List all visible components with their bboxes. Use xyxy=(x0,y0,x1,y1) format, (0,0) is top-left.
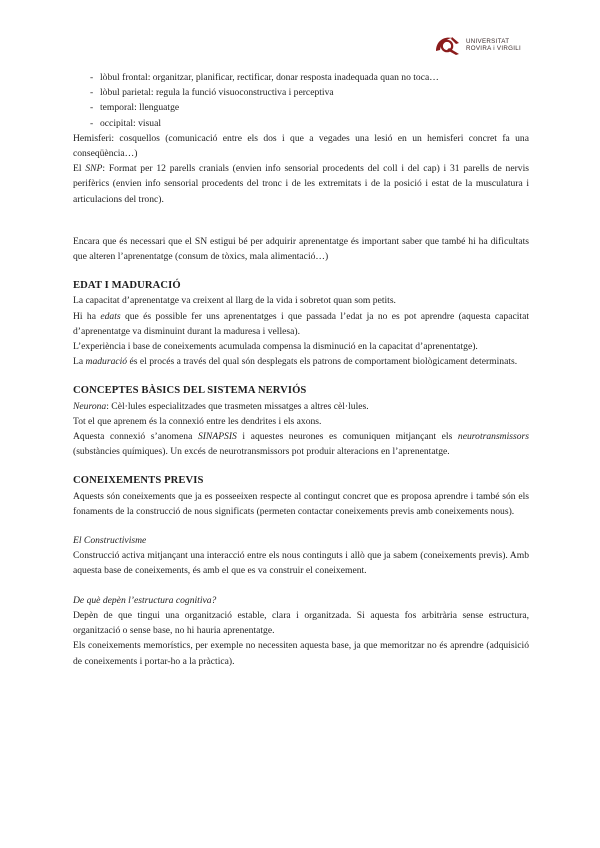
heading-edat: EDAT I MADURACIÓ xyxy=(73,280,181,292)
paragraph-encara: Encara que és necessari que el SN estigui bé per adquirir aprenentatge és important saber que també hi ha dificultats que alteren l’aprenentatge (consum de tòxics, mala alimentació…) xyxy=(73,235,529,263)
list-item: - lòbul frontal: organitzar, planificar, rectificar, donar resposta inadequada quan no toca… xyxy=(73,70,529,85)
paragraph-hemisferi: Hemisferi: cosquellos (comunicació entre els dos i que a vegades una lesió en un hemisferi concret fa una conseqüència…) xyxy=(73,132,529,160)
heading-coneixements: CONEIXEMENTS PREVIS xyxy=(73,475,204,487)
paragraph-connexio: Tot el que aprenem és la connexió entre les dendrites i els axons. xyxy=(73,415,322,427)
logo-line-1: UNIVERSITAT xyxy=(466,37,510,45)
paragraph-edat-2: Hi ha edats que és possible fer uns aprenentatges i que passada l’edat ja no es pot aprendre (aquesta capacitat d’aprenentatge va disminuint durant la maduresa i vellesa). xyxy=(73,310,529,337)
paragraph-edat-4: La maduració és el procés a través del qual són desplegats els patrons de comportament biològicament determinats. xyxy=(73,356,518,368)
heading-conceptes: CONCEPTES BÀSICS DEL SISTEMA NERVIÓS xyxy=(73,385,307,397)
list-item: - occipital: visual xyxy=(73,116,529,131)
university-logo xyxy=(432,33,532,57)
list-item: - lòbul parietal: regula la funció visuoconstructiva i perceptiva xyxy=(73,85,529,100)
lobes-list xyxy=(73,70,529,131)
paragraph-snp: El SNP: Format per 12 parells cranials (envien info sensorial procedents del coll i del cap) i 31 parells de nervis perifèrics (envien info sensorial procedents del tronc i de les extremitats i de la posició i estat de la musculatura i articulacions del tronc). xyxy=(73,163,529,205)
paragraph-edat-1: La capacitat d’aprenentatge va creixent al llarg de la vida i sobretot quan som petits. xyxy=(73,295,396,307)
paragraph-estructura-1: Depèn de que tingui una organització estable, clara i organitzada. Si aquesta fos arbitrària sense estructura, organització o sense base, no hi hauria aprenentatge. xyxy=(73,609,529,637)
paragraph-neurona: Neurona: Cèl·lules especialitzades que trasmeten missatges a altres cèl·lules. xyxy=(73,400,369,412)
snp-term: SNP xyxy=(85,163,103,175)
paragraph-edat-3: L’experiència i base de coneixements acumulada compensa la disminució en la capacitat d’aprenentatge). xyxy=(73,341,478,353)
subheading-constructivisme: El Constructivisme xyxy=(73,535,147,547)
subheading-estructura: De què depèn l’estructura cognitiva? xyxy=(73,594,217,606)
document-body xyxy=(73,70,529,669)
paragraph-constructivisme: Construcció activa mitjançant una interacció entre els nous continguts i allò que ja sabem (coneixements previs). Amb aquesta base de coneixements, és amb el que es va construir el coneixement. xyxy=(73,550,529,577)
paragraph-estructura-2: Els coneixements memorístics, per exemple no necessiten aquesta base, ja que memoritzar no és aprendre (adquisició de coneixements i portar-ho a la pràctica). xyxy=(73,640,529,667)
paragraph-coneixements: Aquests són coneixements que ja es posseeixen respecte al contingut concret que es proposa aprendre i també són els fonaments de la construcció de nous significats (permeten contactar coneixements previs amb coneixements nous). xyxy=(73,490,529,517)
logo-line-2: ROVIRA i VIRGILI xyxy=(466,45,522,52)
urv-emblem-icon xyxy=(432,33,462,57)
list-item: - temporal: llenguatge xyxy=(73,100,529,115)
paragraph-sinapsis: Aquesta connexió s’anomena SINAPSIS i aquestes neurones es comuniquen mitjançant els neurotransmissors (substàncies químiques). Un excés de neurotransmissors pot produir alteracions en l’aprenentatge. xyxy=(73,431,529,458)
